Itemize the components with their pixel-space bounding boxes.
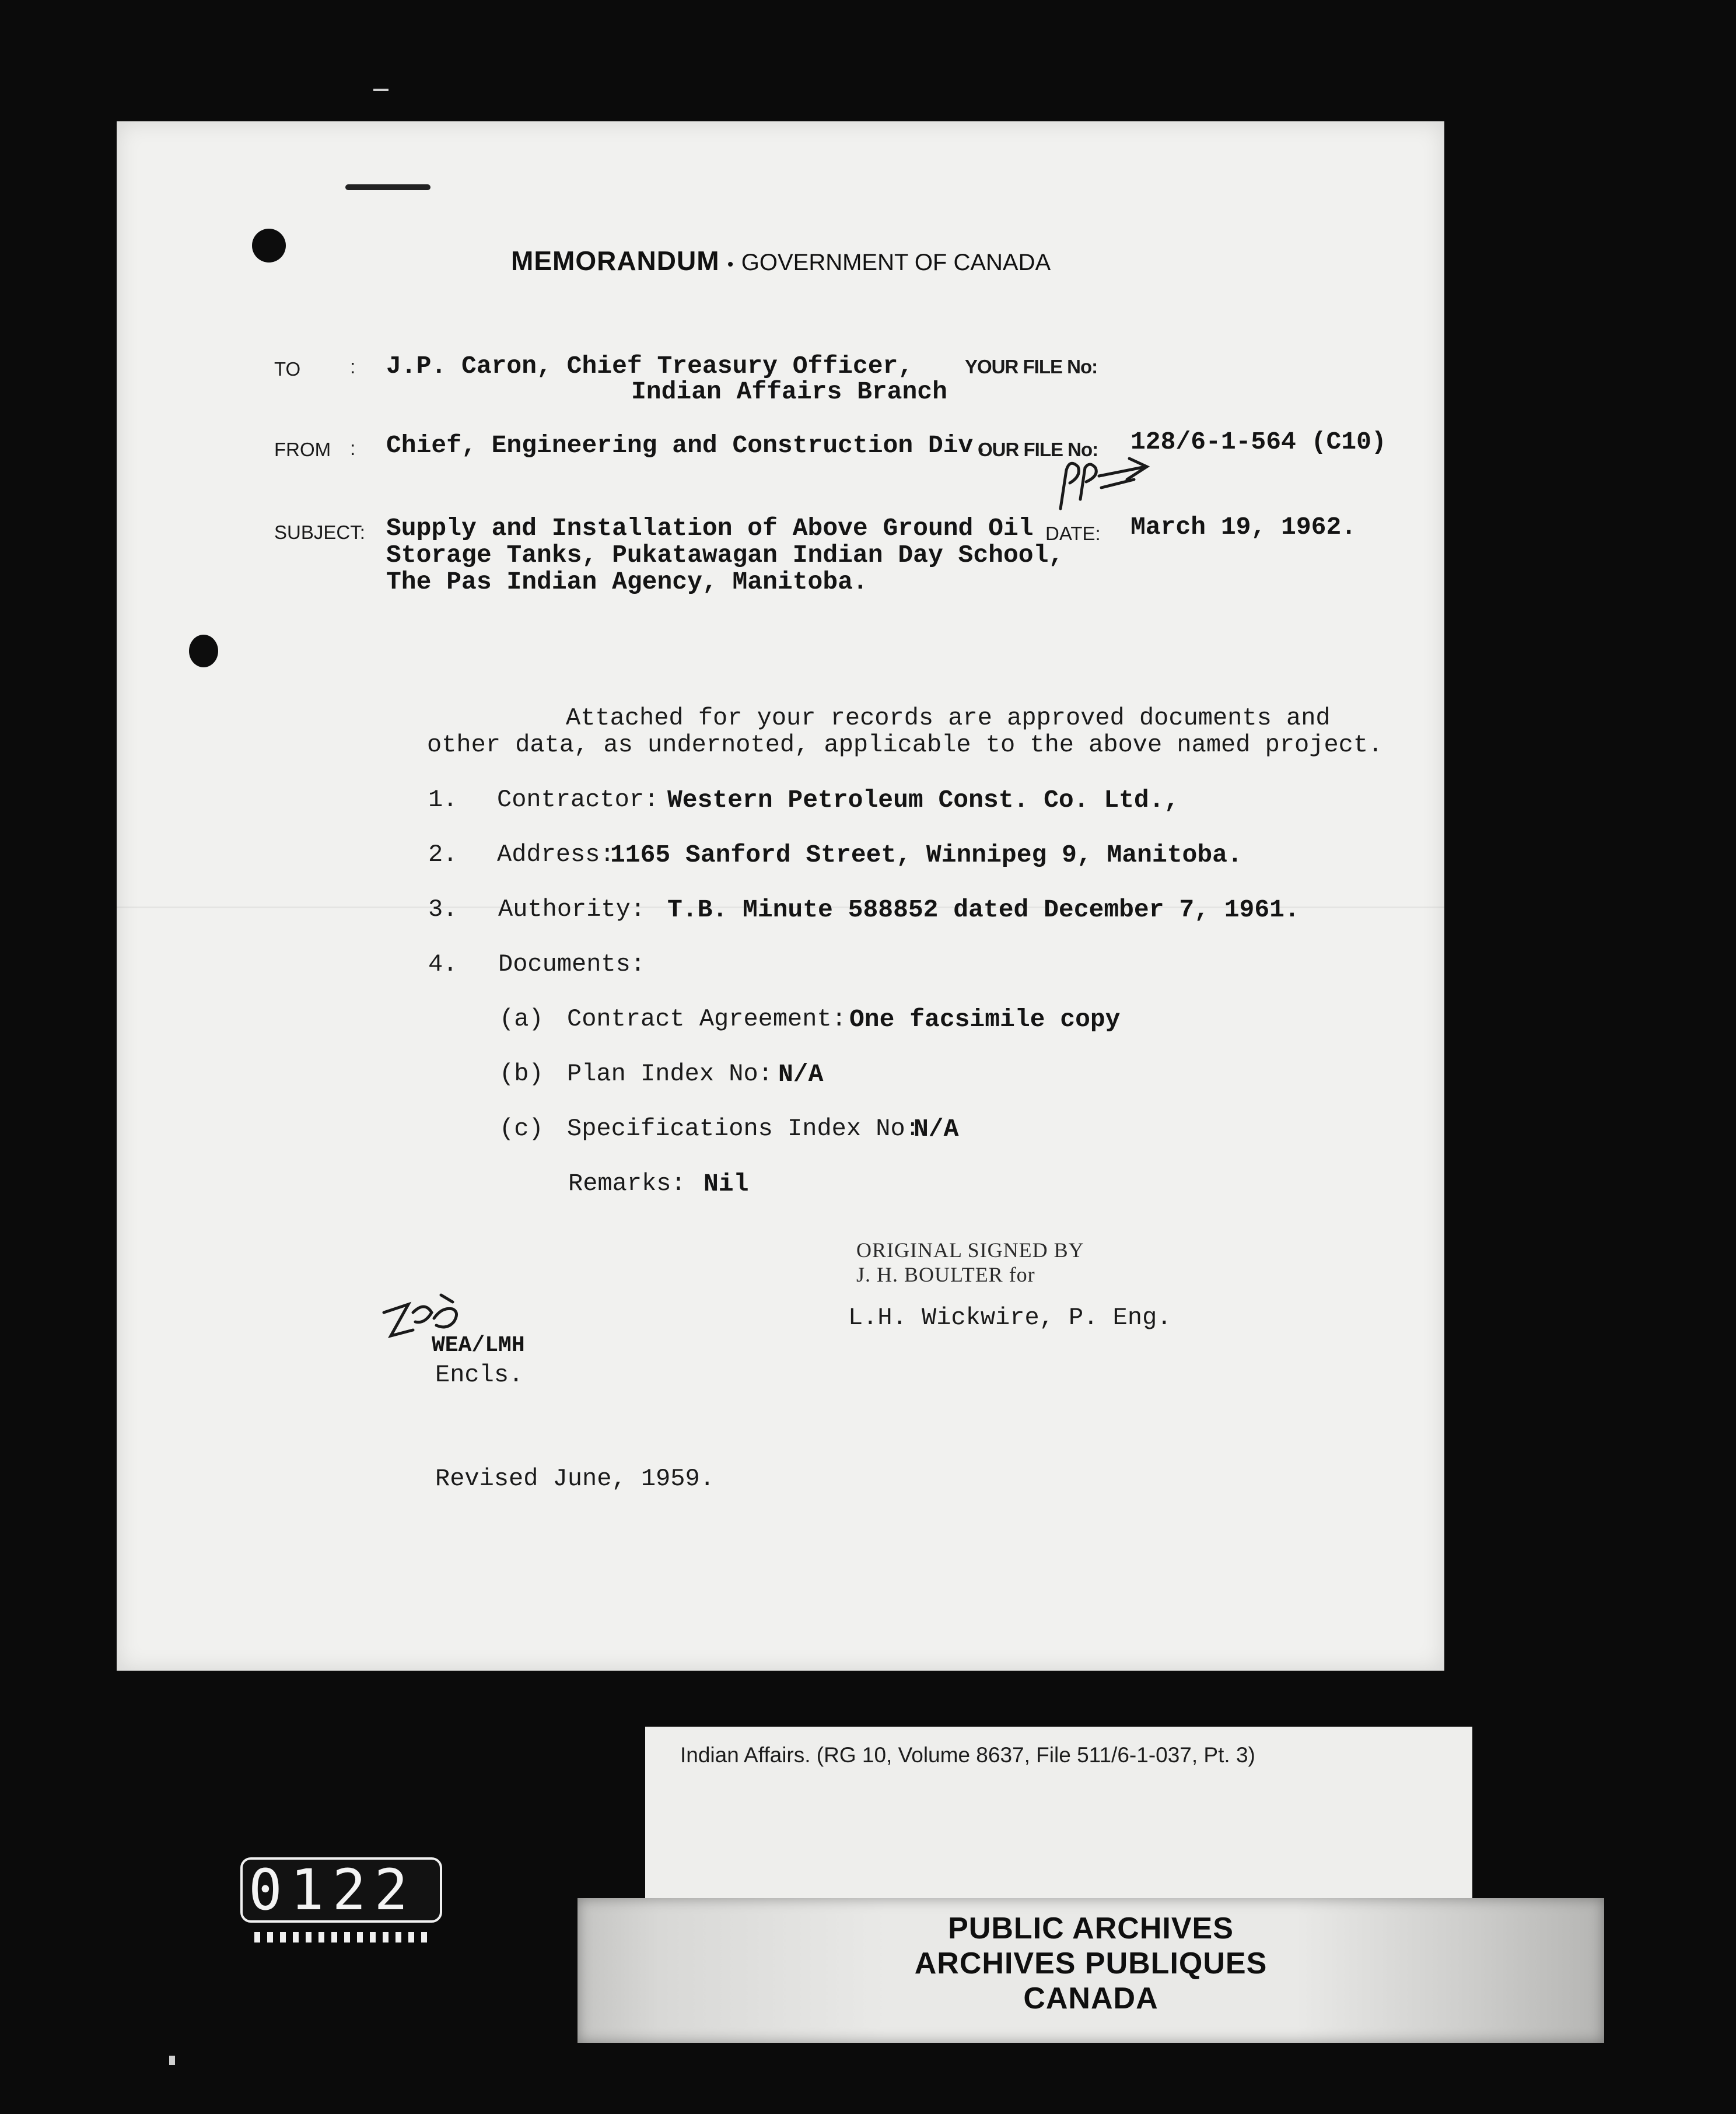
to-label: TO [274, 358, 301, 380]
item-number: 1. [428, 786, 458, 814]
from-colon: : [350, 438, 356, 460]
memo-date: March 19, 1962. [1130, 513, 1357, 541]
authority-label: Authority: [498, 895, 646, 923]
frame-counter-digits: 0122 [249, 1857, 416, 1923]
intro-line: Attached for your records are approved documents and [566, 704, 1331, 732]
punch-hole [189, 635, 218, 667]
subject-label: SUBJECT: [274, 522, 365, 543]
memorandum-heading: MEMORANDUM [511, 246, 720, 276]
to-branch: Indian Affairs Branch [631, 377, 947, 406]
subitem-letter: (a) [499, 1005, 544, 1033]
signatory-name: L.H. Wickwire, P. Eng. [848, 1304, 1172, 1332]
frame-counter [240, 1857, 442, 1923]
pencil-mark [345, 184, 430, 190]
authority-value: T.B. Minute 588852 dated December 7, 1961. [667, 895, 1300, 924]
contract-agreement-value: One facsimile copy [849, 1005, 1121, 1034]
subitem-letter: (c) [499, 1115, 544, 1143]
remarks-label: Remarks: [568, 1170, 686, 1198]
subject-line: Storage Tanks, Pukatawagan Indian Day School, [386, 541, 1064, 569]
archive-stamp-line: ARCHIVES PUBLIQUES [914, 1947, 1268, 1980]
title-bullet: • [725, 256, 736, 276]
item-number: 4. [428, 950, 458, 978]
contractor-label: Contractor: [497, 786, 659, 814]
revision-note: Revised June, 1959. [435, 1465, 715, 1493]
our-file-number: 128/6-1-564 (C10) [1130, 428, 1387, 456]
frame-counter-ticks [254, 1932, 429, 1943]
specifications-index-value: N/A [914, 1115, 959, 1143]
memo-page [117, 121, 1444, 1671]
item-number: 3. [428, 895, 458, 923]
subject-line: Supply and Installation of Above Ground Oil [386, 514, 1034, 542]
from-sender: Chief, Engineering and Construction Div. [386, 431, 989, 460]
remarks-value: Nil [704, 1170, 749, 1198]
film-speck [373, 89, 388, 91]
to-colon: : [350, 356, 356, 378]
documents-label: Documents: [498, 950, 646, 978]
to-recipient: J.P. Caron, Chief Treasury Officer, [386, 352, 914, 380]
address-label: Address: [497, 841, 615, 869]
subitem-letter: (b) [499, 1060, 544, 1088]
from-label: FROM [274, 439, 331, 460]
our-file-label: OUR FILE No: [978, 439, 1098, 460]
contract-agreement-label: Contract Agreement: [567, 1005, 846, 1033]
punch-hole [252, 229, 286, 262]
government-heading: GOVERNMENT OF CANADA [741, 250, 1051, 275]
archive-stamp-band [578, 1898, 1604, 2043]
intro-line: other data, as undernoted, applicable to the above named project. [427, 731, 1383, 759]
plan-index-value: N/A [778, 1060, 824, 1088]
address-value: 1165 Sanford Street, Winnipeg 9, Manitoba. [610, 841, 1242, 869]
contractor-value: Western Petroleum Const. Co. Ltd., [667, 786, 1180, 814]
subject-line: The Pas Indian Agency, Manitoba. [386, 568, 868, 596]
specifications-index-label: Specifications Index No: [567, 1115, 920, 1143]
archive-stamp-line: CANADA [1023, 1982, 1158, 2015]
item-number: 2. [428, 841, 458, 869]
plan-index-label: Plan Index No: [567, 1060, 773, 1088]
signature-stamp: ORIGINAL SIGNED BY [856, 1238, 1084, 1262]
date-label: DATE: [1045, 523, 1101, 544]
your-file-label: YOUR FILE No: [965, 356, 1098, 377]
memo-title [511, 245, 1051, 276]
archive-stamp-line: PUBLIC ARCHIVES [948, 1912, 1234, 1945]
handwritten-mark [1052, 453, 1157, 517]
signature-stamp: J. H. BOULTER for [856, 1263, 1035, 1286]
typist-initials: WEA/LMH [432, 1333, 525, 1358]
enclosures-note: Encls. [435, 1361, 524, 1389]
film-speck [169, 2056, 175, 2065]
archive-reference: Indian Affairs. (RG 10, Volume 8637, File 511/6-1-037, Pt. 3) [680, 1743, 1255, 1767]
